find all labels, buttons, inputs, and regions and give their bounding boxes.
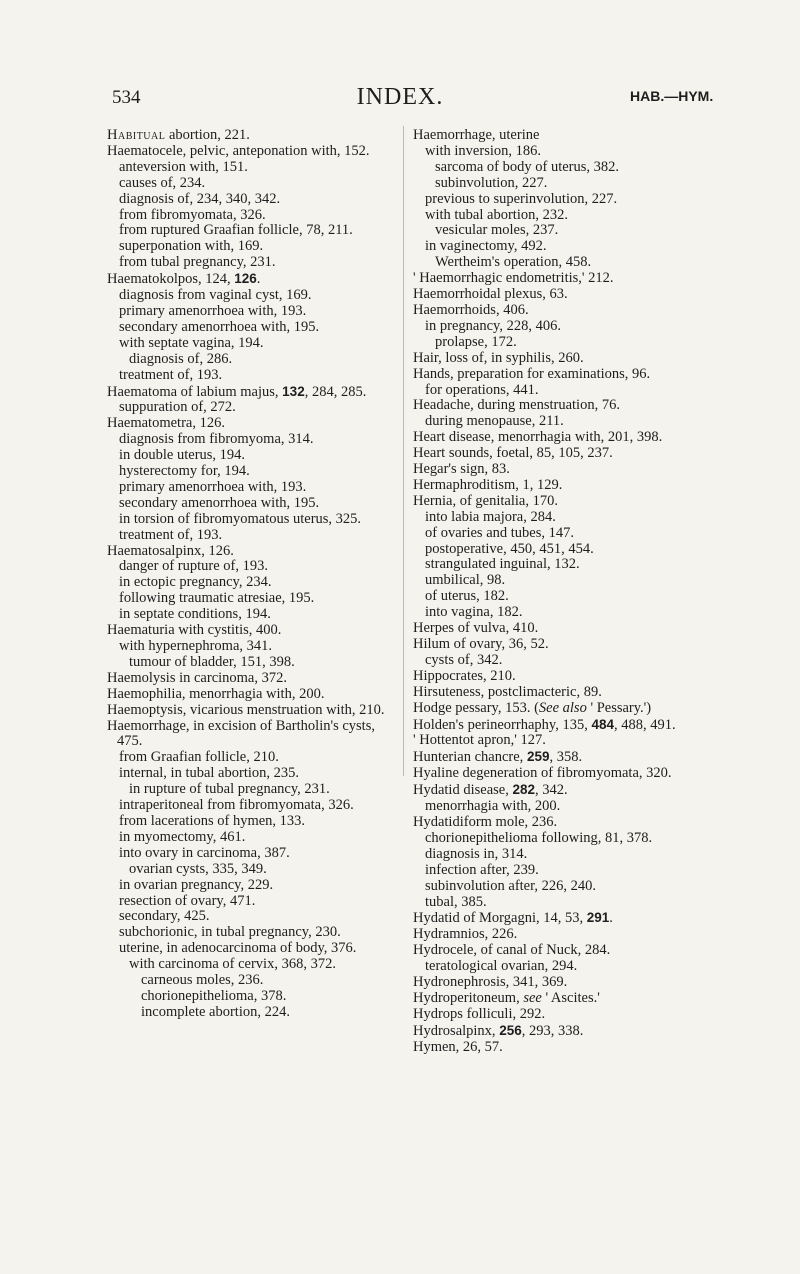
index-entry bbox=[413, 446, 703, 462]
index-entry bbox=[107, 671, 393, 687]
index-subentry bbox=[413, 414, 703, 430]
index-subentry bbox=[107, 368, 393, 384]
entry-text: Hyaline degeneration of fibromyomata, 320. bbox=[413, 765, 672, 782]
index-subentry bbox=[107, 925, 393, 941]
index-subentry bbox=[413, 319, 703, 335]
index-subentry bbox=[413, 223, 703, 239]
entry-text: Haematocele, pelvic, anteponation with, 152. bbox=[107, 142, 370, 159]
index-entry bbox=[107, 128, 393, 144]
entry-text: in torsion of fibromyomatous uterus, 325. bbox=[119, 510, 362, 527]
index-entry bbox=[413, 287, 703, 303]
entry-text: danger of rupture of, 193. bbox=[119, 558, 268, 575]
index-entry bbox=[413, 669, 703, 685]
index-subentry bbox=[413, 799, 703, 815]
index-subentry bbox=[413, 144, 703, 160]
entry-text: with inversion, 186. bbox=[425, 142, 541, 159]
entry-text: , 342. bbox=[535, 782, 568, 799]
entry-text: Haemolysis in carcinoma, 372. bbox=[107, 669, 287, 686]
entry-text: previous to superinvolution, 227. bbox=[425, 190, 618, 207]
entry-text: Holden's perineorrhaphy, 135, bbox=[413, 716, 592, 733]
entry-text: from ruptured Graafian follicle, 78, 211. bbox=[119, 222, 353, 239]
bold-page-ref: 282 bbox=[512, 782, 535, 798]
index-subentry bbox=[107, 464, 393, 480]
index-subentry bbox=[107, 480, 393, 496]
entry-text: Haematokolpos, 124, bbox=[107, 271, 235, 288]
entry-text: in rupture of tubal pregnancy, 231. bbox=[129, 781, 330, 798]
entry-text: Haematoma of labium majus, bbox=[107, 383, 283, 400]
entry-text: in pregnancy, 228, 406. bbox=[425, 317, 561, 334]
entry-text: diagnosis of, 234, 340, 342. bbox=[119, 190, 281, 207]
index-entry bbox=[107, 271, 393, 288]
entry-text: in double uterus, 194. bbox=[119, 447, 246, 464]
entry-text: Haematosalpinx, 126. bbox=[107, 542, 234, 559]
index-subentry bbox=[107, 1005, 393, 1021]
entry-text: Headache, during menstruation, 76. bbox=[413, 397, 620, 414]
index-subentry bbox=[413, 255, 703, 271]
entry-text: , 284, 285. bbox=[304, 383, 367, 400]
index-entry bbox=[413, 637, 703, 653]
index-subentry bbox=[107, 639, 393, 655]
entry-text: incomplete abortion, 224. bbox=[141, 1003, 290, 1020]
entry-text: Haemoptysis, vicarious menstruation with, 210. bbox=[107, 701, 385, 718]
entry-text: in ectopic pregnancy, 234. bbox=[119, 574, 272, 591]
entry-text: Hunterian chancre, bbox=[413, 749, 527, 766]
page-title: INDEX. bbox=[356, 84, 444, 110]
index-subentry bbox=[107, 957, 393, 973]
index-subentry bbox=[107, 575, 393, 591]
entry-text: intraperitoneal from fibromyomata, 326. bbox=[119, 797, 354, 814]
index-subentry bbox=[413, 208, 703, 224]
italic-ref: See also bbox=[538, 699, 587, 716]
index-subentry bbox=[107, 814, 393, 830]
entry-text: Hydrosalpinx, bbox=[413, 1022, 500, 1039]
index-subentry bbox=[107, 862, 393, 878]
index-entry bbox=[413, 478, 703, 494]
entry-text: Hydatidiform mole, 236. bbox=[413, 813, 558, 830]
entry-text: Haemorrhage, uterine bbox=[413, 127, 540, 143]
entry-text: Heart disease, menorrhagia with, 201, 398. bbox=[413, 429, 663, 446]
index-subentry bbox=[107, 160, 393, 176]
index-entry bbox=[413, 991, 703, 1007]
entry-text: tubal, 385. bbox=[425, 893, 487, 910]
entry-text: Hodge pessary, 153. ( bbox=[413, 699, 539, 716]
entry-text: postoperative, 450, 451, 454. bbox=[425, 540, 594, 557]
index-entry bbox=[107, 416, 393, 432]
entry-text: chorionepithelioma, 378. bbox=[141, 987, 287, 1004]
page-number: 534 bbox=[112, 87, 141, 108]
entry-text: Hydatid of Morgagni, 14, 53, bbox=[413, 910, 587, 927]
entry-text: with hypernephroma, 341. bbox=[119, 638, 273, 654]
entry-text: secondary amenorrhoea with, 195. bbox=[119, 494, 320, 511]
entry-text: Hilum of ovary, 36, 52. bbox=[413, 636, 549, 652]
index-subentry bbox=[107, 432, 393, 448]
index-entry bbox=[107, 719, 393, 751]
bold-page-ref: 291 bbox=[586, 910, 610, 926]
index-entry bbox=[413, 430, 703, 446]
index-subentry bbox=[413, 510, 703, 526]
entry-text: Herpes of vulva, 410. bbox=[413, 620, 539, 637]
entry-text: chorionepithelioma following, 81, 378. bbox=[425, 829, 653, 846]
entry-text: superponation with, 169. bbox=[119, 238, 264, 255]
index-subentry bbox=[107, 989, 393, 1005]
entry-text: Hair, loss of, in syphilis, 260. bbox=[413, 349, 584, 366]
entry-text: into labia majora, 284. bbox=[425, 508, 556, 525]
entry-text: . bbox=[256, 271, 261, 288]
entry-text: strangulated inguinal, 132. bbox=[425, 556, 580, 573]
index-subentry bbox=[107, 782, 393, 798]
entry-text: with carcinoma of cervix, 368, 372. bbox=[129, 956, 336, 973]
column-divider bbox=[403, 126, 404, 776]
index-subentry bbox=[107, 973, 393, 989]
entry-text: Hydramnios, 226. bbox=[413, 926, 518, 943]
index-entry bbox=[413, 351, 703, 367]
index-entry bbox=[413, 271, 703, 287]
entry-text: Haemorrhoidal plexus, 63. bbox=[413, 286, 568, 303]
index-column-right bbox=[413, 128, 703, 1056]
entry-text: carneous moles, 236. bbox=[141, 972, 264, 989]
entry-text: following traumatic atresiae, 195. bbox=[119, 590, 315, 607]
entry-text: primary amenorrhoea with, 193. bbox=[119, 478, 307, 495]
entry-text: Hermaphroditism, 1, 129. bbox=[413, 476, 563, 493]
entry-text: of ovaries and tubes, 147. bbox=[425, 524, 574, 541]
index-subentry bbox=[107, 496, 393, 512]
entry-text: vesicular moles, 237. bbox=[435, 222, 559, 239]
index-entry bbox=[413, 494, 703, 510]
index-entry bbox=[413, 749, 703, 766]
entry-text: Hydroperitoneum, bbox=[413, 989, 524, 1006]
bold-page-ref: 132 bbox=[282, 383, 305, 399]
index-entry bbox=[107, 544, 393, 560]
entry-text: Hydrocele, of canal of Nuck, 284. bbox=[413, 942, 611, 959]
index-subentry bbox=[413, 959, 703, 975]
entry-text: of uterus, 182. bbox=[425, 588, 509, 605]
entry-text: in myomectomy, 461. bbox=[119, 828, 246, 845]
index-subentry bbox=[413, 542, 703, 558]
index-entry bbox=[107, 703, 393, 719]
entry-text: . bbox=[609, 910, 613, 927]
entry-text: ' Hottentot apron,' 127. bbox=[413, 732, 546, 749]
index-subentry bbox=[107, 591, 393, 607]
index-subentry bbox=[413, 895, 703, 911]
entry-text: diagnosis of, 286. bbox=[129, 350, 233, 367]
entry-text: into vagina, 182. bbox=[425, 604, 523, 621]
entry-text: Haemophilia, menorrhagia with, 200. bbox=[107, 685, 325, 702]
entry-text: during menopause, 211. bbox=[425, 413, 564, 430]
index-subentry bbox=[107, 448, 393, 464]
entry-text: Hydatid disease, bbox=[413, 782, 513, 799]
entry-text: from Graafian follicle, 210. bbox=[119, 749, 279, 766]
entry-text: subinvolution, 227. bbox=[435, 174, 548, 191]
index-entry bbox=[413, 943, 703, 959]
entry-text: prolapse, 172. bbox=[435, 333, 517, 350]
entry-text: , 358. bbox=[549, 749, 583, 766]
index-entry bbox=[413, 927, 703, 943]
entry-text: subchorionic, in tubal pregnancy, 230. bbox=[119, 924, 341, 941]
index-subentry bbox=[413, 176, 703, 192]
entry-text: primary amenorrhoea with, 193. bbox=[119, 302, 307, 319]
entry-text: Haematometra, 126. bbox=[107, 415, 225, 432]
index-subentry bbox=[107, 512, 393, 528]
entry-text: Hands, preparation for examinations, 96. bbox=[413, 365, 651, 382]
entry-text: treatment of, 193. bbox=[119, 526, 223, 543]
entry-text: Hippocrates, 210. bbox=[413, 667, 516, 684]
index-entry bbox=[413, 1007, 703, 1023]
index-entry bbox=[413, 128, 703, 144]
entry-text: internal, in tubal abortion, 235. bbox=[119, 765, 300, 782]
index-subentry bbox=[107, 320, 393, 336]
index-subentry bbox=[107, 798, 393, 814]
index-subentry bbox=[107, 208, 393, 224]
index-subentry bbox=[413, 192, 703, 208]
entry-text: suppuration of, 272. bbox=[119, 399, 236, 416]
entry-text: ' Pessary.') bbox=[586, 699, 652, 716]
page-header bbox=[0, 0, 800, 130]
index-subentry bbox=[413, 573, 703, 589]
index-subentry bbox=[107, 894, 393, 910]
entry-text: abortion, 221. bbox=[165, 127, 250, 143]
index-entry bbox=[107, 623, 393, 639]
entry-text: hysterectomy for, 194. bbox=[119, 463, 250, 480]
small-caps-text: Habitual bbox=[107, 127, 166, 143]
entry-text: from lacerations of hymen, 133. bbox=[119, 812, 306, 829]
index-subentry bbox=[107, 878, 393, 894]
index-subentry bbox=[413, 863, 703, 879]
index-subentry bbox=[107, 941, 393, 957]
entry-text: umbilical, 98. bbox=[425, 572, 506, 589]
bold-page-ref: 126 bbox=[234, 271, 257, 287]
index-entry bbox=[413, 462, 703, 478]
entry-text: ovarian cysts, 335, 349. bbox=[129, 860, 267, 877]
index-subentry bbox=[413, 589, 703, 605]
entry-text: Haematuria with cystitis, 400. bbox=[107, 622, 282, 639]
entry-text: in ovarian pregnancy, 229. bbox=[119, 876, 274, 893]
entry-text: secondary, 425. bbox=[119, 908, 210, 925]
entry-text: with tubal abortion, 232. bbox=[425, 206, 568, 223]
entry-text: tumour of bladder, 151, 398. bbox=[129, 653, 295, 670]
index-column-left bbox=[107, 128, 393, 1021]
index-entry bbox=[413, 910, 703, 927]
entry-text: subinvolution after, 226, 240. bbox=[425, 877, 596, 894]
entry-text: Hymen, 26, 57. bbox=[413, 1038, 503, 1055]
entry-text: anteversion with, 151. bbox=[119, 158, 248, 175]
entry-text: , 488, 491. bbox=[613, 716, 676, 733]
index-entry bbox=[413, 1040, 703, 1056]
entry-text: for operations, 441. bbox=[425, 381, 539, 398]
index-subentry bbox=[107, 239, 393, 255]
bold-page-ref: 256 bbox=[499, 1022, 522, 1038]
index-subentry bbox=[107, 559, 393, 575]
index-entry bbox=[413, 685, 703, 701]
entry-text: teratological ovarian, 294. bbox=[425, 958, 578, 975]
bold-page-ref: 259 bbox=[526, 749, 550, 765]
entry-text: Hydrops folliculi, 292. bbox=[413, 1005, 546, 1022]
index-subentry bbox=[107, 336, 393, 352]
index-subentry bbox=[107, 909, 393, 925]
index-subentry bbox=[107, 766, 393, 782]
entry-text: causes of, 234. bbox=[119, 174, 206, 191]
entry-text: diagnosis from fibromyoma, 314. bbox=[119, 431, 314, 448]
index-subentry bbox=[107, 192, 393, 208]
index-subentry bbox=[107, 400, 393, 416]
entry-text: cysts of, 342. bbox=[425, 651, 503, 668]
italic-ref: see bbox=[523, 989, 542, 1006]
index-subentry bbox=[107, 528, 393, 544]
entry-text: resection of ovary, 471. bbox=[119, 892, 256, 909]
entry-text: , 293, 338. bbox=[521, 1022, 584, 1039]
index-entry bbox=[413, 782, 703, 799]
index-subentry bbox=[107, 223, 393, 239]
entry-text: Hydronephrosis, 341, 369. bbox=[413, 974, 568, 991]
index-subentry bbox=[413, 847, 703, 863]
index-entry bbox=[413, 717, 703, 734]
entry-text: infection after, 239. bbox=[425, 861, 539, 878]
index-entry bbox=[413, 733, 703, 749]
entry-text: uterine, in adenocarcinoma of body, 376. bbox=[119, 940, 357, 957]
entry-text: Hegar's sign, 83. bbox=[413, 461, 510, 478]
entry-text: Haemorrhoids, 406. bbox=[413, 301, 529, 318]
entry-text: treatment of, 193. bbox=[119, 366, 223, 383]
entry-text: Hernia, of genitalia, 170. bbox=[413, 492, 558, 509]
entry-text: in vaginectomy, 492. bbox=[425, 238, 547, 255]
index-subentry bbox=[413, 160, 703, 176]
index-entry bbox=[413, 398, 703, 414]
entry-text: into ovary in carcinoma, 387. bbox=[119, 844, 290, 861]
index-subentry bbox=[413, 239, 703, 255]
entry-text: menorrhagia with, 200. bbox=[425, 798, 561, 815]
index-entry bbox=[107, 384, 393, 401]
index-subentry bbox=[413, 557, 703, 573]
entry-text: with septate vagina, 194. bbox=[119, 334, 264, 351]
index-entry bbox=[413, 367, 703, 383]
entry-text: diagnosis in, 314. bbox=[425, 845, 528, 862]
index-subentry bbox=[107, 750, 393, 766]
entry-text: Hirsuteness, postclimacteric, 89. bbox=[413, 683, 602, 700]
index-subentry bbox=[413, 653, 703, 669]
index-subentry bbox=[107, 607, 393, 623]
entry-text: Wertheim's operation, 458. bbox=[435, 254, 592, 271]
index-entry bbox=[413, 975, 703, 991]
index-entry bbox=[413, 303, 703, 319]
index-entry bbox=[413, 815, 703, 831]
index-subentry bbox=[107, 304, 393, 320]
entry-text: ' Ascites.' bbox=[541, 989, 600, 1006]
entry-text: ' Haemorrhagic endometritis,' 212. bbox=[413, 270, 614, 287]
index-entry bbox=[413, 1023, 703, 1040]
index-subentry bbox=[413, 879, 703, 895]
entry-text: Heart sounds, foetal, 85, 105, 237. bbox=[413, 445, 613, 462]
index-subentry bbox=[413, 605, 703, 621]
index-entry bbox=[413, 766, 703, 782]
index-subentry bbox=[107, 255, 393, 271]
index-subentry bbox=[107, 655, 393, 671]
entry-text: sarcoma of body of uterus, 382. bbox=[435, 158, 620, 175]
index-subentry bbox=[413, 526, 703, 542]
index-subentry bbox=[107, 176, 393, 192]
index-subentry bbox=[413, 831, 703, 847]
index-subentry bbox=[107, 352, 393, 368]
bold-page-ref: 484 bbox=[591, 716, 614, 732]
index-subentry bbox=[107, 846, 393, 862]
index-entry bbox=[107, 687, 393, 703]
entry-text: Haemorrhage, in excision of Bartholin's cysts, 475. bbox=[107, 717, 375, 750]
index-subentry bbox=[107, 830, 393, 846]
index-subentry bbox=[107, 288, 393, 304]
index-entry bbox=[413, 621, 703, 637]
entry-text: secondary amenorrhoea with, 195. bbox=[119, 318, 320, 335]
index-entry bbox=[413, 701, 703, 717]
entry-text: from fibromyomata, 326. bbox=[119, 206, 266, 223]
entry-text: from tubal pregnancy, 231. bbox=[119, 254, 276, 271]
entry-text: diagnosis from vaginal cyst, 169. bbox=[119, 287, 312, 304]
running-head: HAB.—HYM. bbox=[630, 88, 714, 104]
entry-text: in septate conditions, 194. bbox=[119, 606, 271, 623]
index-subentry bbox=[413, 383, 703, 399]
index-entry bbox=[107, 144, 393, 160]
index-subentry bbox=[413, 335, 703, 351]
